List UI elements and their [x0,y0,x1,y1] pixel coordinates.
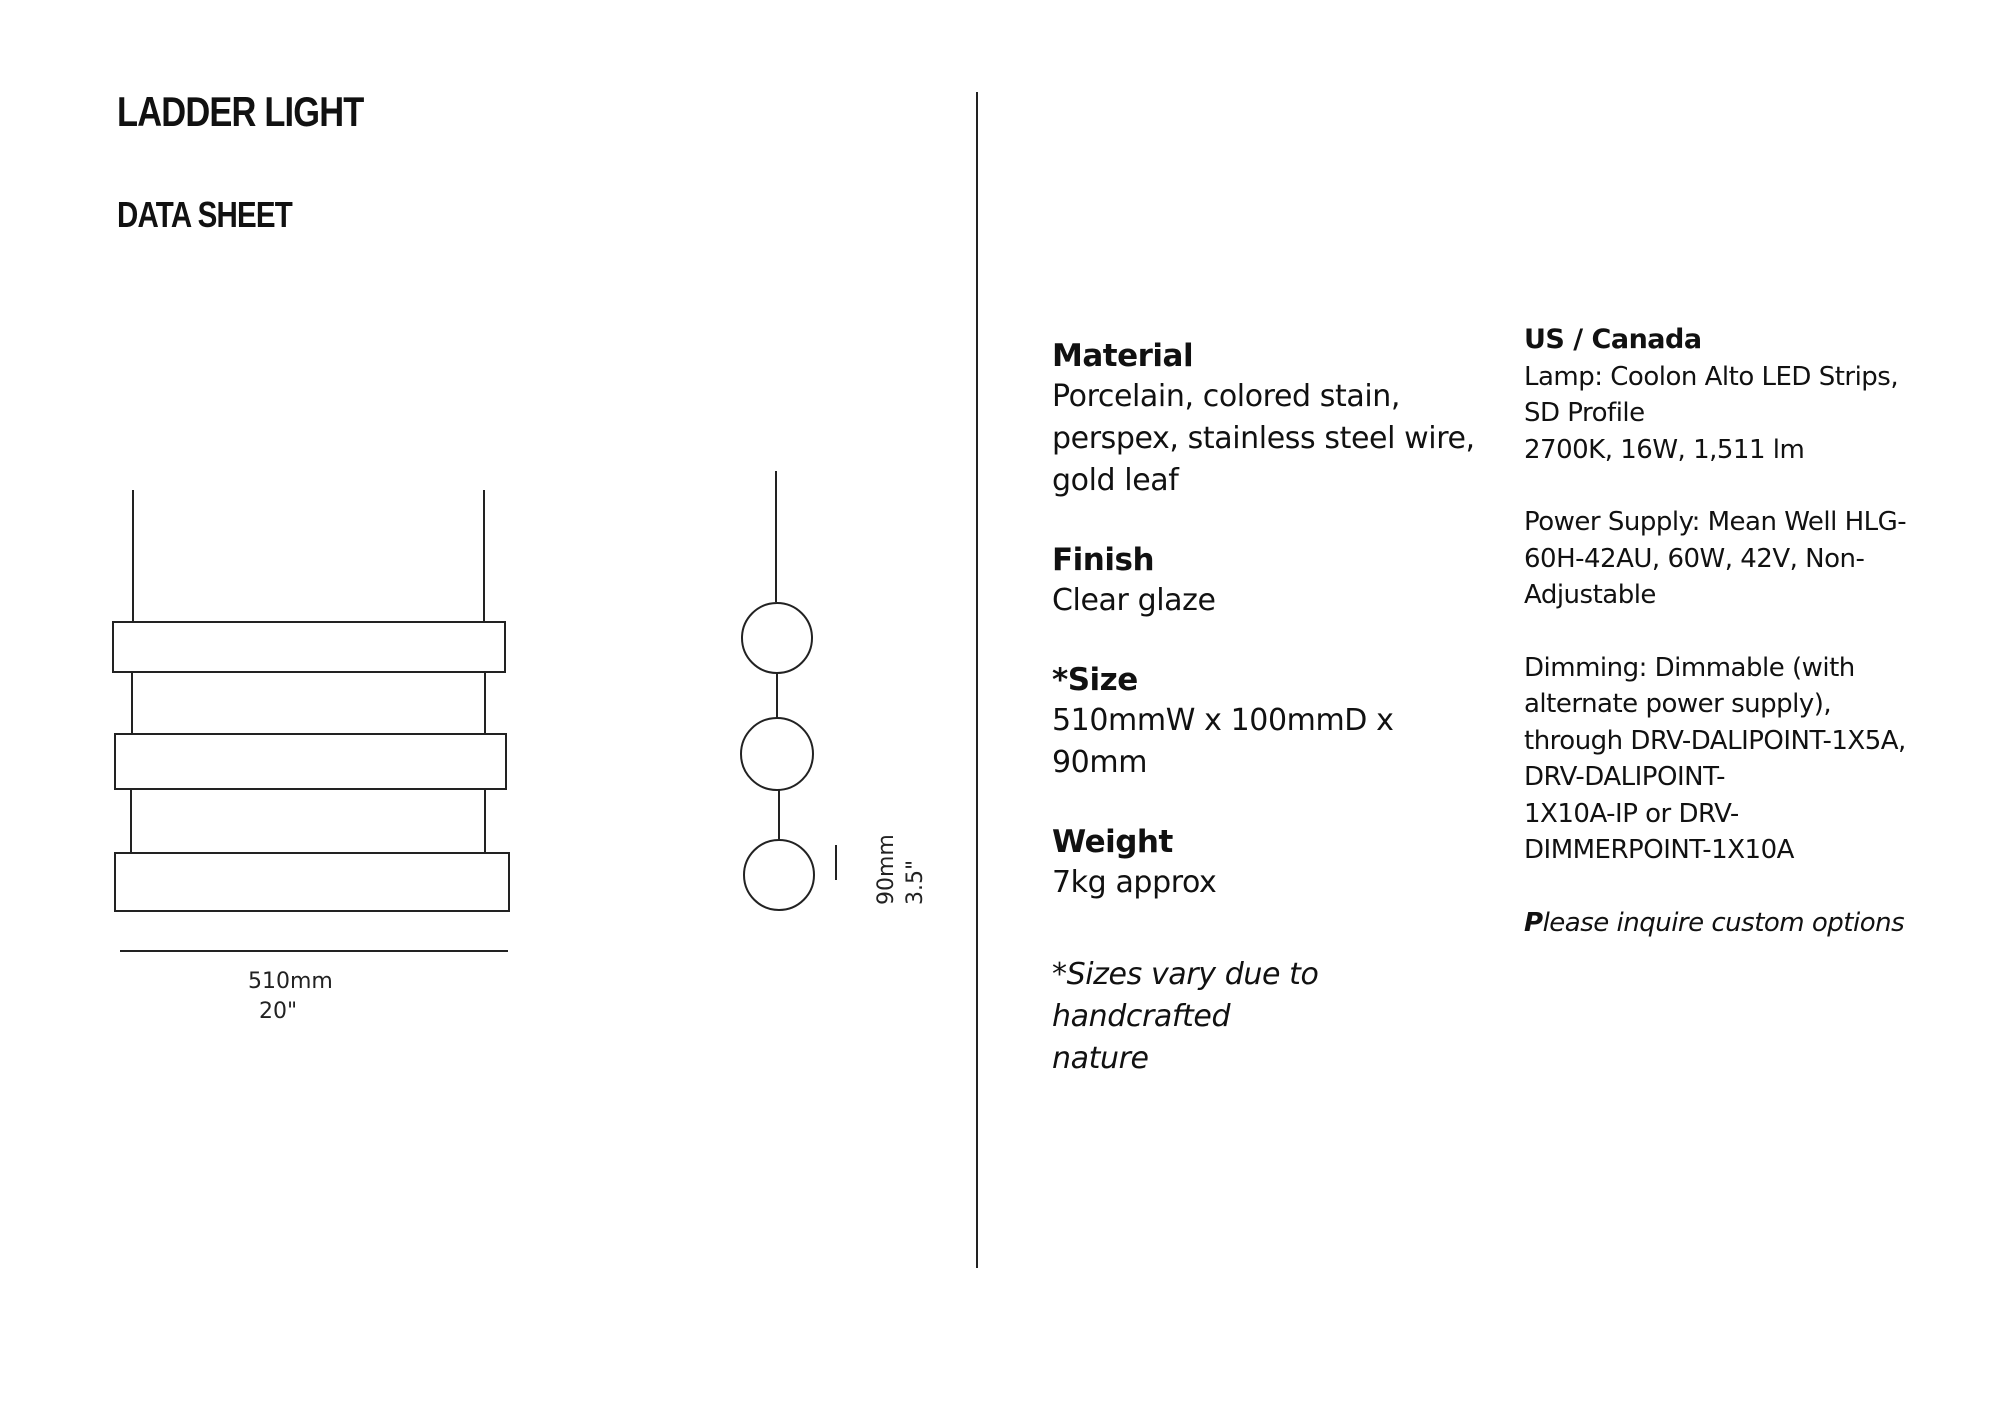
product-drawing [0,0,980,1100]
depth-in-label: 3.5" [903,859,928,905]
side-rung-3 [744,840,814,910]
side-rung-2 [741,718,813,790]
ladder-rung-1 [113,622,505,672]
spec-size [1052,660,1482,784]
spec-label: *Size [1052,662,1138,698]
note-rest: lease inquire custom options [1542,907,1905,938]
spec-value: 7kg approx [1052,865,1217,900]
side-rung-1 [742,603,812,673]
spec-value: Clear glaze [1052,583,1216,618]
page-subtitle: DATA SHEET [117,194,292,235]
spec-value: Porcelain, colored stain, perspex, stainless steel wire, gold leaf [1052,379,1475,498]
custom-options-note [1524,905,1924,942]
lamp-info: Lamp: Coolon Alto LED Strips, SD Profile 2700K, 16W, 1,511 lm [1524,361,1899,465]
depth-mm-label: 90mm [874,834,899,905]
page-title: LADDER LIGHT [117,88,364,135]
ladder-rung-2 [115,734,506,789]
size-note: *Sizes vary due to handcrafted nature [1052,957,1319,1076]
spec-weight [1052,822,1482,904]
power-supply-info: Power Supply: Mean Well HLG- 60H-42AU, 60W, 42V, Non- Adjustable [1524,507,1907,610]
spec-value: 510mmW x 100mmD x 90mm [1052,703,1394,780]
spec-label: Weight [1052,824,1173,860]
width-in-label: 20" [259,999,298,1024]
us-canada-column [1524,322,1924,941]
spec-label: Finish [1052,542,1155,578]
spec-material [1052,336,1482,502]
ladder-rung-3 [115,853,509,911]
front-view [113,490,509,951]
dimming-info: Dimming: Dimmable (with alternate power supply), through DRV-DALIPOINT-1X5A, DRV-DALIPOINT- 1X10A-IP or DRV- DIMMERPOINT-1X10A [1524,652,1906,865]
width-mm-label: 510mm [248,969,333,994]
side-view [741,471,836,910]
us-canada-heading: US / Canada [1524,324,1702,355]
spec-label: Material [1052,338,1194,374]
column-divider [976,92,978,1268]
note-first-letter: P [1524,907,1543,938]
spec-finish [1052,540,1482,622]
spec-column [1052,336,1482,1080]
